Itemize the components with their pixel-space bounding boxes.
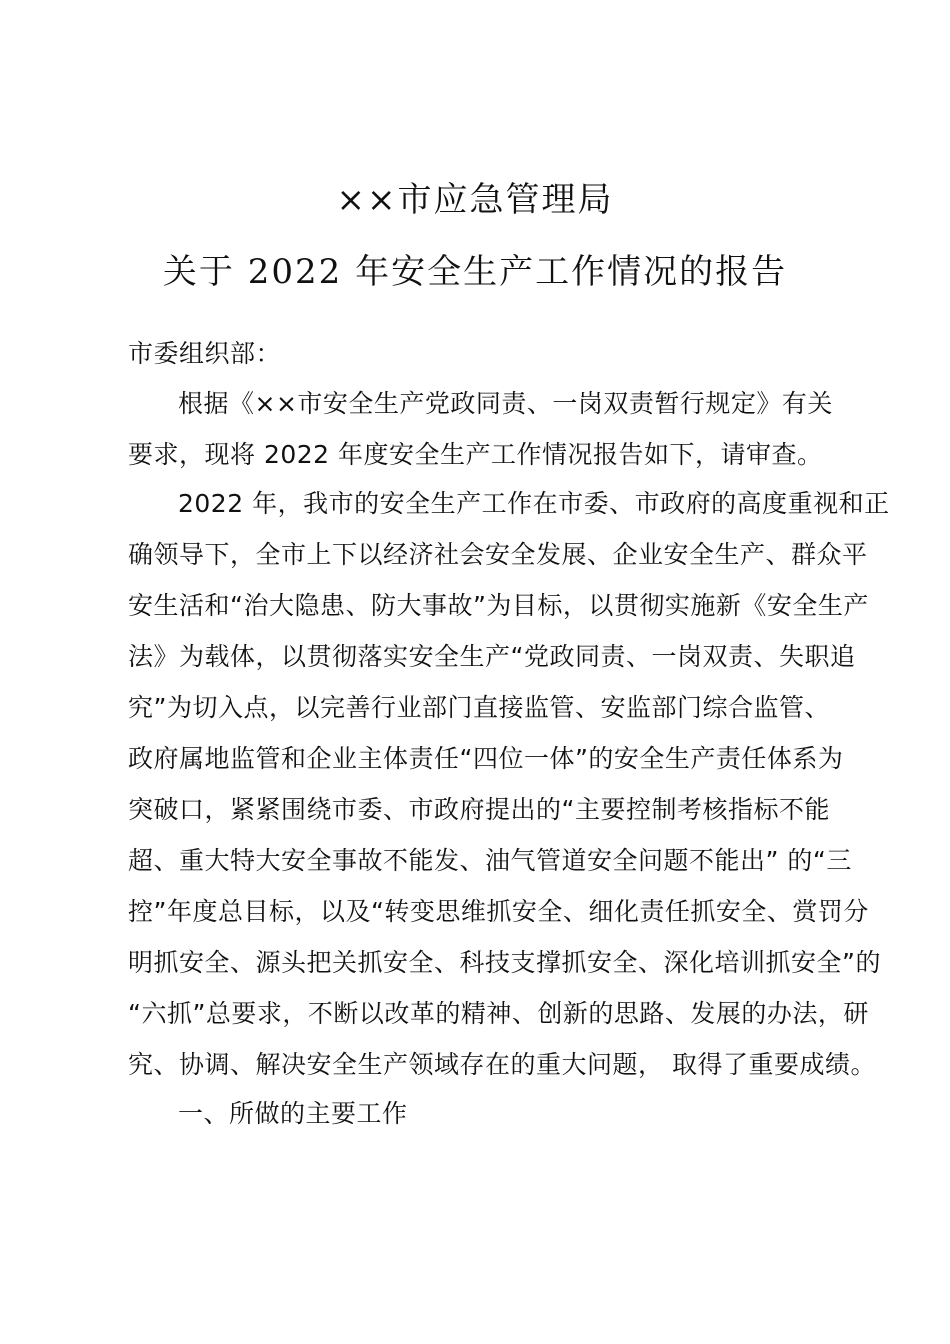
- document-title-line-2: 关于 2022 年安全生产工作情况的报告: [162, 252, 788, 292]
- paragraph-1: [128, 386, 833, 488]
- paragraph-line: 突破口，紧紧围绕市委、市政府提出的“主要控制考核指标不能: [128, 795, 830, 824]
- paragraph-line: 究、协调、解决安全生产领域存在的重大问题， 取得了重要成绩。: [128, 1050, 876, 1079]
- paragraph-line: 政府属地监管和企业主体责任“四位一体”的安全生产责任体系为: [128, 744, 844, 773]
- paragraph-line: 确领导下，全市上下以经济社会安全发展、企业安全生产、群众平: [128, 540, 868, 569]
- paragraph-line: “六抓”总要求，不断以改革的精神、创新的思路、发展的办法，研: [128, 999, 869, 1028]
- paragraph-2: [128, 486, 890, 1098]
- document-title-line-1: ××市应急管理局: [336, 180, 614, 220]
- paragraph-line: 控”年度总目标，以及“转变思维抓安全、细化责任抓安全、赏罚分: [128, 897, 869, 926]
- paragraph-line: 根据《××市安全生产党政同责、一岗双责暂行规定》有关: [178, 389, 833, 418]
- paragraph-line: 2022 年，我市的安全生产工作在市委、市政府的高度重视和正: [178, 489, 890, 518]
- paragraph-line: 明抓安全、源头把关抓安全、科技支撑抓安全、深化培训抓安全”的: [128, 948, 881, 977]
- paragraph-line: 超、重大特大安全事故不能发、油气管道安全问题不能出” 的“三: [128, 846, 852, 875]
- section-heading: 一、所做的主要工作: [178, 1099, 408, 1128]
- paragraph-line: 要求，现将 2022 年度安全生产工作情况报告如下，请审查。: [128, 440, 823, 469]
- paragraph-line: 法》为载体，以贯彻落实安全生产“党政同责、一岗双责、失职追: [128, 642, 856, 671]
- paragraph-line: 究”为切入点，以完善行业部门直接监管、安监部门综合监管、: [128, 693, 830, 722]
- salutation: 市委组织部：: [128, 339, 282, 368]
- paragraph-line: 安生活和“治大隐患、防大事故”为目标，以贯彻实施新《安全生产: [128, 591, 869, 620]
